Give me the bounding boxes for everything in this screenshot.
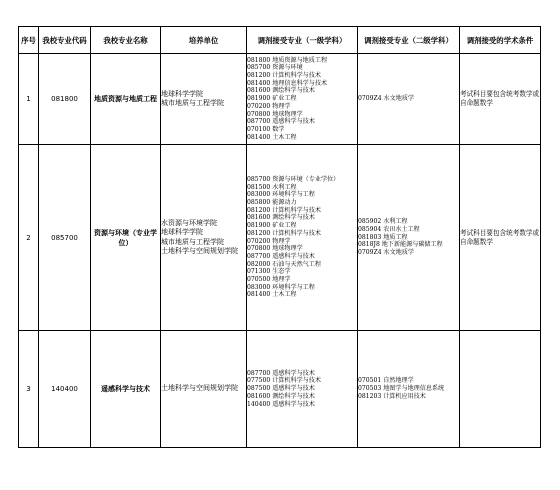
first-level-list xyxy=(247,57,357,142)
list-item: 081203 计算机应用技术 xyxy=(358,392,426,400)
list-item: 070503 地图学与地理信息系统 xyxy=(358,385,445,393)
list-item: 070800 地球物理学 xyxy=(247,110,303,118)
unit-item: 地球科学学院 xyxy=(161,89,203,98)
row-major-name: 遥感科学与技术 xyxy=(91,331,161,448)
unit-item: 城市地质与工程学院 xyxy=(161,99,224,107)
list-item: 081600 测绘科学与技术 xyxy=(247,87,315,95)
list-item: 087700 遥感科学与技术 xyxy=(247,369,315,377)
header-training-unit: 培养单位 xyxy=(161,27,247,54)
list-item: 070200 物理学 xyxy=(247,102,291,110)
list-item: 081900 矿业工程 xyxy=(247,222,297,230)
row-code: 085700 xyxy=(39,145,91,331)
header-second-level: 调剂接受专业（二级学科） xyxy=(358,27,460,54)
row-first-level xyxy=(247,54,358,145)
row-major-name: 资源与环境（专业学位） xyxy=(91,145,161,331)
list-item: 081200 计算机科学与技术 xyxy=(247,229,321,237)
table-row xyxy=(19,145,541,331)
list-item: 082000 石油与天然气工程 xyxy=(247,260,321,268)
list-item: 083000 环境科学与工程 xyxy=(247,191,315,199)
row-condition: 考试科目要包含统考数学或自命题数学 xyxy=(460,54,541,145)
list-item: 070800 地球物理学 xyxy=(247,245,303,253)
row-first-level xyxy=(247,331,358,448)
unit-line xyxy=(161,90,246,109)
header-condition: 调剂接受的学术条件 xyxy=(460,27,541,54)
list-item: 0709Z4 水文地质学 xyxy=(358,95,415,103)
table-row xyxy=(19,54,541,145)
second-level-list xyxy=(358,377,459,400)
list-item: 140400 遥感科学与技术 xyxy=(247,400,315,408)
row-second-level xyxy=(358,145,460,331)
row-second-level xyxy=(358,54,460,145)
row-code: 081800 xyxy=(39,54,91,145)
header-major-name: 我校专业名称 xyxy=(91,27,161,54)
row-units xyxy=(161,331,247,448)
row-major-name: 地质资源与地质工程 xyxy=(91,54,161,145)
unit-item: 土地科学与空间规划学院 xyxy=(161,384,238,393)
list-item: 081600 测绘科学与技术 xyxy=(247,214,315,222)
list-item: 077500 计算机科学与技术 xyxy=(247,377,321,385)
list-item: 085904 农田水土工程 xyxy=(358,225,420,233)
row-condition xyxy=(460,331,541,448)
adjustment-table xyxy=(18,26,541,448)
first-level-list xyxy=(247,370,357,409)
table-header-row xyxy=(19,27,541,54)
list-item: 085700 资源与环境（专业学位） xyxy=(247,175,340,183)
list-item: 081500 水利工程 xyxy=(247,183,297,191)
list-item: 083000 环境科学与工程 xyxy=(247,283,315,291)
list-item: 085902 水利工程 xyxy=(358,218,408,226)
list-item: 087500 遥感科学与技术 xyxy=(247,385,315,393)
list-item: 070500 地理学 xyxy=(247,276,291,284)
list-item: 081400 土木工程 xyxy=(247,291,297,299)
list-item: 081400 地理信息科学与技术 xyxy=(247,79,328,87)
row-units xyxy=(161,145,247,331)
unit-item: 地球科学学院 xyxy=(161,228,203,236)
unit-item: 水资源与环境学院 xyxy=(161,218,217,227)
second-level-list xyxy=(358,95,459,103)
list-item: 085800 能源动力 xyxy=(247,198,297,206)
list-item: 081800 地质资源与地质工程 xyxy=(247,56,328,64)
row-seq: 1 xyxy=(19,54,39,145)
list-item: 081900 矿业工程 xyxy=(247,95,297,103)
list-item: 085700 资源与环境 xyxy=(247,64,303,72)
header-first-level: 调剂接受专业（一级学科） xyxy=(247,27,358,54)
list-item: 081200 计算机科学与技术 xyxy=(247,72,321,80)
unit-item: 土地科学与空间规划学院 xyxy=(161,247,238,255)
table-row xyxy=(19,331,541,448)
row-second-level xyxy=(358,331,460,448)
list-item: 0709Z4 水文地质学 xyxy=(358,249,415,257)
list-item: 087700 遥感科学与技术 xyxy=(247,252,315,260)
list-item: 081600 测绘科学与技术 xyxy=(247,392,315,400)
first-level-list xyxy=(247,176,357,299)
row-seq: 2 xyxy=(19,145,39,331)
list-item: 0818J8 地下新能源与碳储工程 xyxy=(358,241,443,249)
header-seq: 序号 xyxy=(19,27,39,54)
unit-item: 城市地质与工程学院 xyxy=(161,237,224,246)
header-code: 我校专业代码 xyxy=(39,27,91,54)
list-item: 081400 土木工程 xyxy=(247,133,297,141)
row-first-level xyxy=(247,145,358,331)
unit-line xyxy=(161,384,246,394)
second-level-list xyxy=(358,218,459,257)
row-units xyxy=(161,54,247,145)
list-item: 081200 计算机科学与技术 xyxy=(247,206,321,214)
row-condition: 考试科目要包含统考数学或自命题数学 xyxy=(460,145,541,331)
list-item: 087700 遥感科学与技术 xyxy=(247,118,315,126)
list-item: 070100 数学 xyxy=(247,125,285,133)
list-item: 070501 自然地理学 xyxy=(358,377,414,385)
row-code: 140400 xyxy=(39,331,91,448)
row-seq: 3 xyxy=(19,331,39,448)
list-item: 070200 物理学 xyxy=(247,237,291,245)
unit-line xyxy=(161,219,246,257)
list-item: 071300 生态学 xyxy=(247,268,291,276)
list-item: 081803 地质工程 xyxy=(358,233,408,241)
